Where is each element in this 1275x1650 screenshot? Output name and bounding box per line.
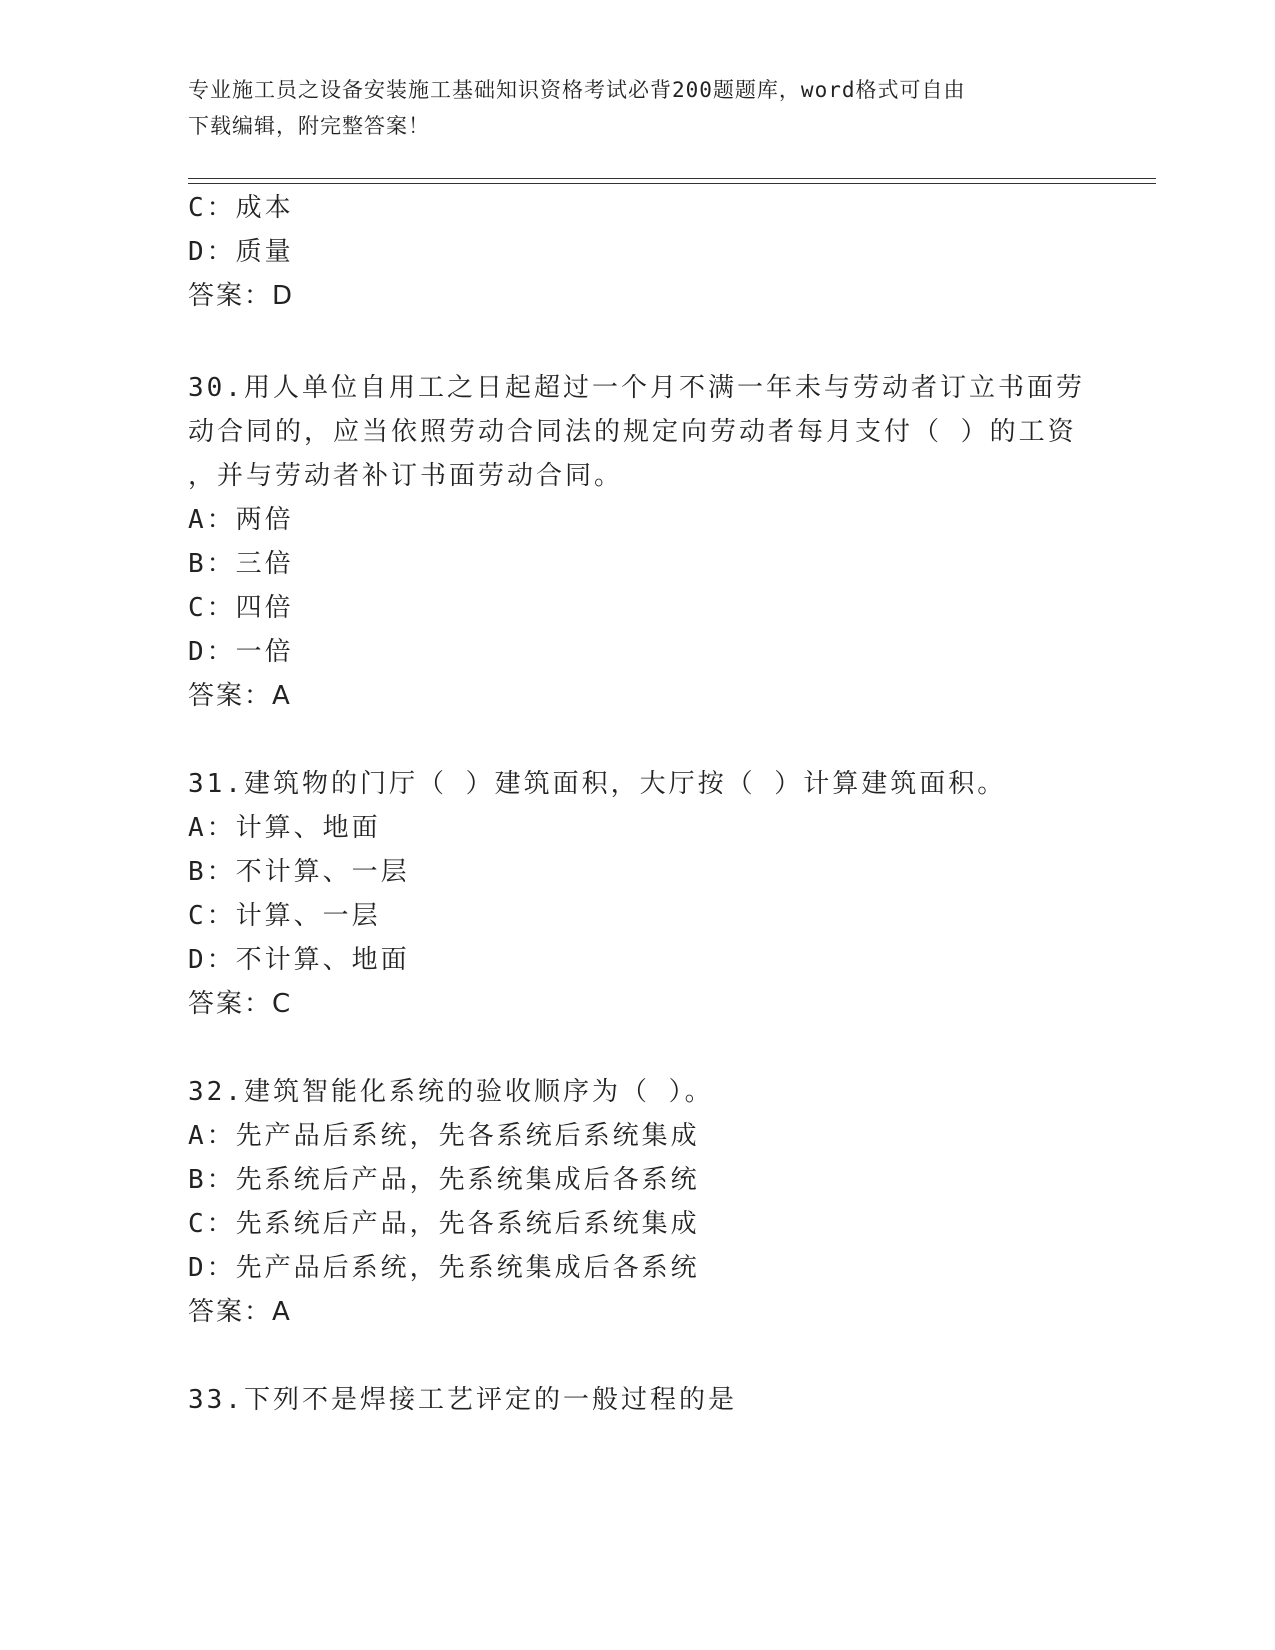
q32-stem: 32.建筑智能化系统的验收顺序为（ ）。 <box>188 1077 714 1107</box>
q32-option-b: B：先系统后产品，先系统集成后各系统 <box>188 1165 700 1195</box>
q31-option-a: A：计算、地面 <box>188 813 381 843</box>
q32-option-d: D：先产品后系统，先系统集成后各系统 <box>188 1253 700 1283</box>
q31-option-b: B：不计算、一层 <box>188 857 410 887</box>
q32-answer: 答案：A <box>188 1297 292 1327</box>
header-line-1: 专业施工员之设备安装施工基础知识资格考试必背200题题库，word格式可自由 <box>188 78 966 102</box>
header-divider-top <box>188 178 1156 179</box>
q30-answer: 答案：A <box>188 681 292 711</box>
q31-option-c: C：计算、一层 <box>188 901 381 931</box>
q30-option-c: C：四倍 <box>188 593 294 623</box>
q33-stem: 33.下列不是焊接工艺评定的一般过程的是 <box>188 1385 737 1415</box>
document-header <box>188 72 1068 144</box>
prev-option-c: C：成本 <box>188 193 294 223</box>
q30-stem-line-1: 30.用人单位自用工之日起超过一个月不满一年未与劳动者订立书面劳 <box>188 373 1085 403</box>
q32-option-c: C：先系统后产品，先各系统后系统集成 <box>188 1209 700 1239</box>
q31-stem: 31.建筑物的门厅（ ）建筑面积，大厅按（ ）计算建筑面积。 <box>188 769 1007 799</box>
q30-option-b: B：三倍 <box>188 549 294 579</box>
q32-option-a: A：先产品后系统，先各系统后系统集成 <box>188 1121 700 1151</box>
q31-answer: 答案：C <box>188 989 293 1019</box>
q30-stem-line-2: 动合同的，应当依照劳动合同法的规定向劳动者每月支付（ ）的工资 <box>188 417 1077 447</box>
prev-option-d: D：质量 <box>188 237 294 267</box>
header-divider-bottom <box>188 183 1156 184</box>
q30-option-a: A：两倍 <box>188 505 294 535</box>
q30-option-d: D：一倍 <box>188 637 294 667</box>
prev-answer: 答案：D <box>188 281 295 311</box>
header-line-2: 下载编辑，附完整答案！ <box>188 114 430 138</box>
q31-option-d: D：不计算、地面 <box>188 945 410 975</box>
q30-stem-line-3: ，并与劳动者补订书面劳动合同。 <box>188 461 624 491</box>
